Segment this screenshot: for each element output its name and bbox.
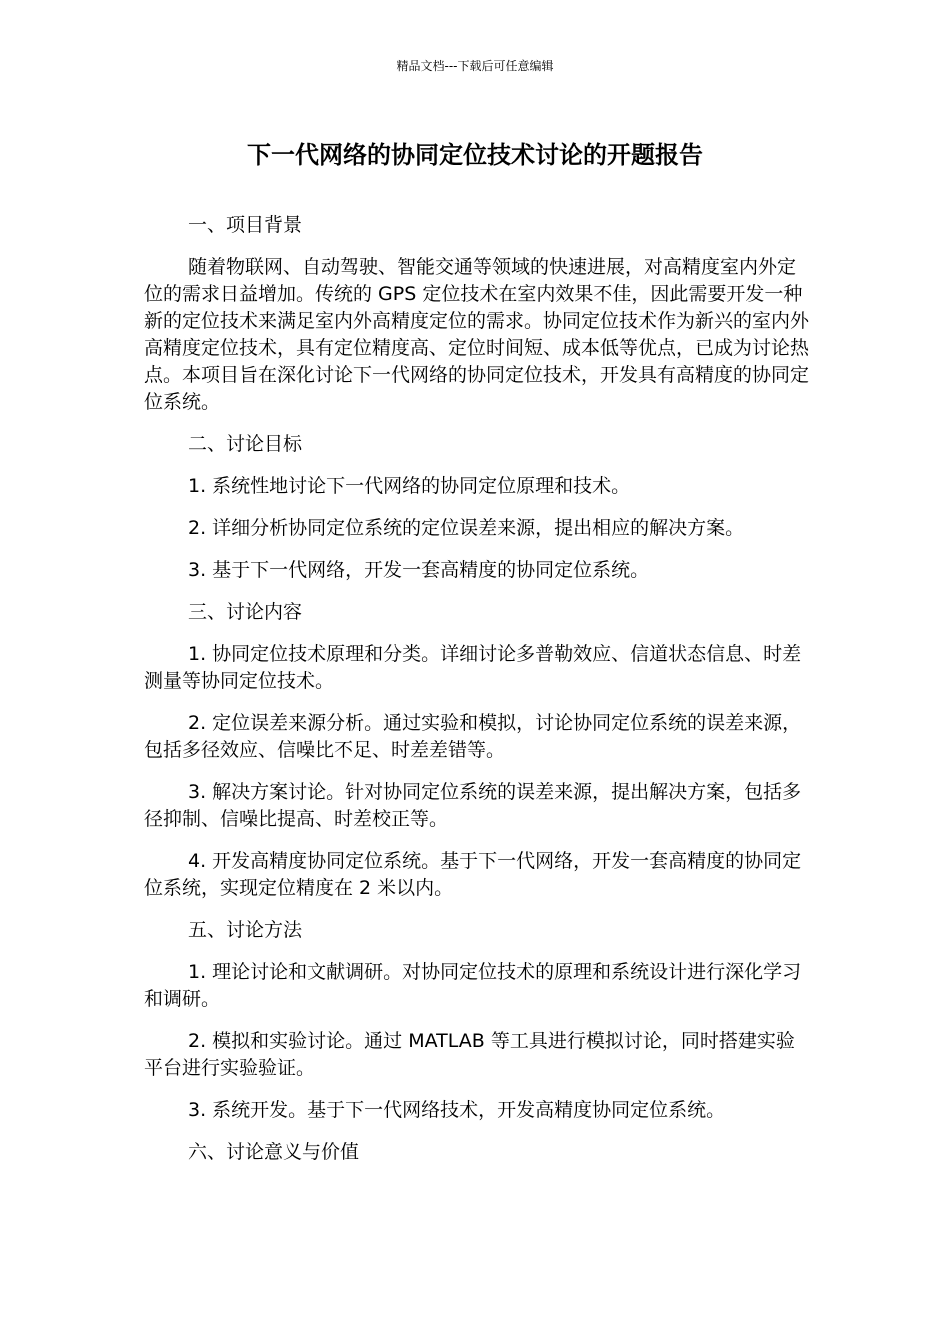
section-heading-significance: 六、讨论意义与价值	[188, 1141, 360, 1163]
content-item-2: 2. 定位误差来源分析。通过实验和模拟，讨论协同定位系统的误差来源，包括多径效应、信噪比不足、时差差错等。	[144, 712, 802, 761]
content-item-3: 3. 解决方案讨论。针对协同定位系统的误差来源，提出解决方案，包括多径抑制、信噪比提高、时差校正等。	[144, 781, 802, 830]
section-heading-content: 三、讨论内容	[188, 601, 303, 623]
paragraph-background: 随着物联网、自动驾驶、智能交通等领域的快速进展，对高精度室内外定位的需求日益增加。传统的 GPS 定位技术在室内效果不佳，因此需要开发一种新的定位技术来满足室内外高精度定位的需求。协同定位技术作为新兴的室内外高精度定位技术，具有定位精度高、定位时间短、成本低等优点，已成为讨论热点。本项目旨在深化讨论下一代网络的协同定位技术，开发具有高精度的协同定位系统。	[144, 256, 810, 413]
goal-item-1: 1. 系统性地讨论下一代网络的协同定位原理和技术。	[188, 475, 631, 497]
goal-item-3: 3. 基于下一代网络，开发一套高精度的协同定位系统。	[188, 559, 650, 581]
section-heading-methods: 五、讨论方法	[188, 919, 303, 941]
section-heading-background: 一、项目背景	[188, 214, 303, 236]
section-heading-goals: 二、讨论目标	[188, 433, 303, 455]
goal-item-2: 2. 详细分析协同定位系统的定位误差来源，提出相应的解决方案。	[188, 517, 745, 539]
document-title: 下一代网络的协同定位技术讨论的开题报告	[247, 141, 703, 169]
method-item-3: 3. 系统开发。基于下一代网络技术，开发高精度协同定位系统。	[188, 1099, 726, 1121]
content-item-4: 4. 开发高精度协同定位系统。基于下一代网络，开发一套高精度的协同定位系统，实现定位精度在 2 米以内。	[144, 850, 802, 899]
document-body	[144, 212, 810, 1181]
method-item-2: 2. 模拟和实验讨论。通过 MATLAB 等工具进行模拟讨论，同时搭建实验平台进行实验验证。	[144, 1030, 795, 1079]
header-note: 精品文档---下载后可任意编辑	[396, 59, 554, 73]
content-item-1: 1. 协同定位技术原理和分类。详细讨论多普勒效应、信道状态信息、时差测量等协同定位技术。	[144, 643, 802, 692]
method-item-1: 1. 理论讨论和文献调研。对协同定位技术的原理和系统设计进行深化学习和调研。	[144, 961, 802, 1010]
